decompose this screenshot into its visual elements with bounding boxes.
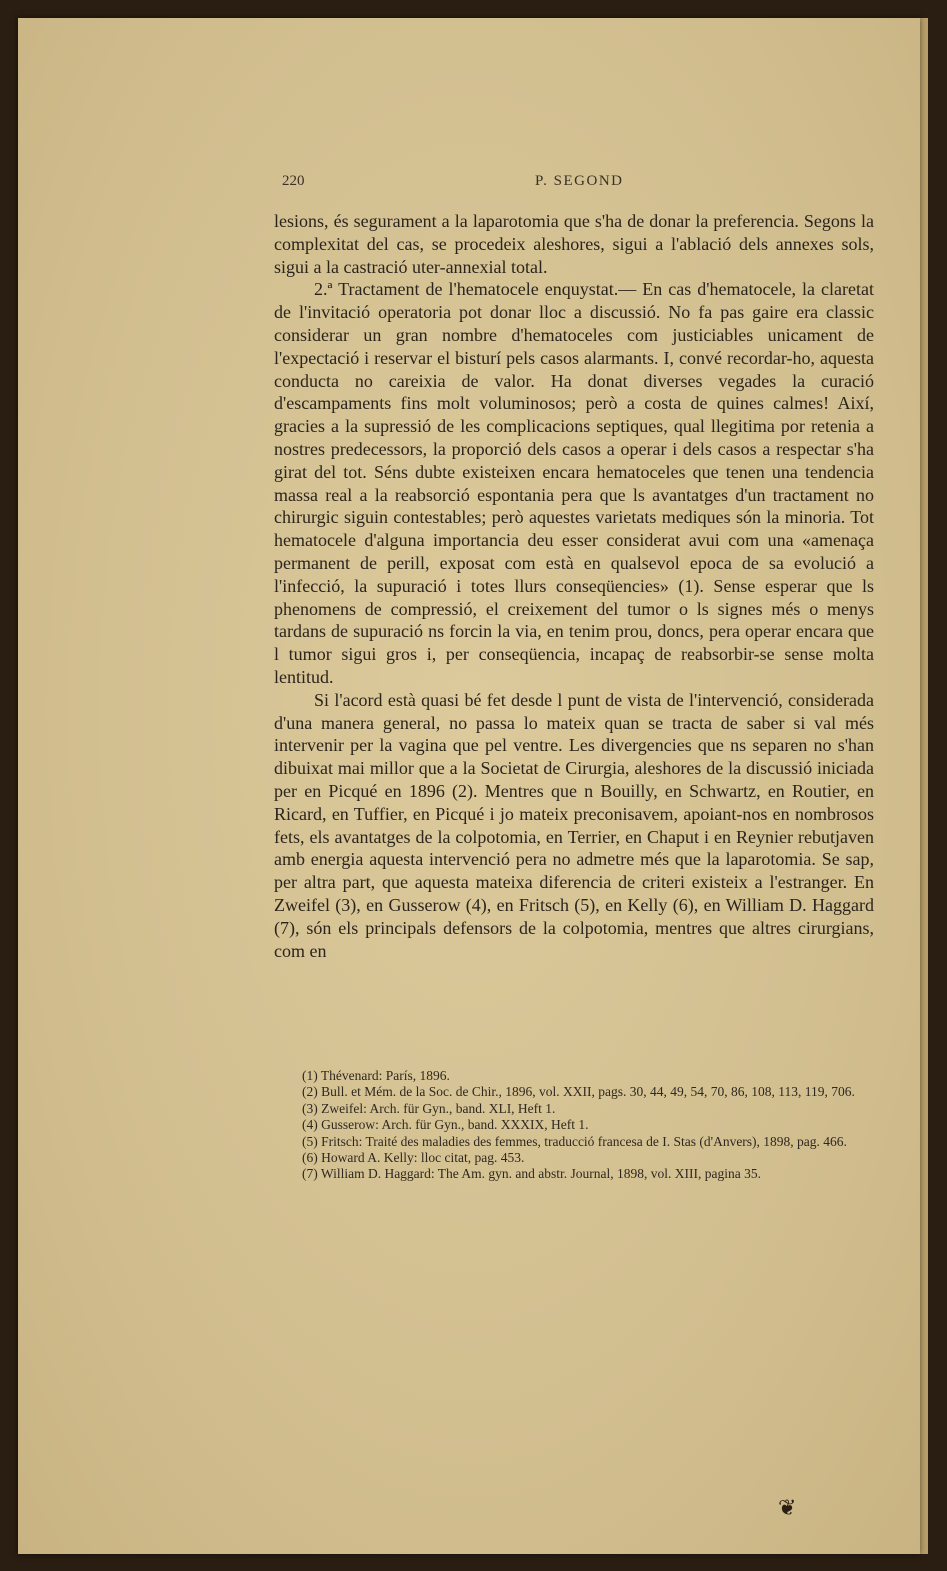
footnote: (6) Howard A. Kelly: lloc citat, pag. 453.	[302, 1150, 525, 1166]
page-edge	[920, 18, 928, 1554]
page-header	[265, 173, 645, 193]
body-text	[274, 210, 874, 962]
paragraph: 2.ª Tractament de l'hematocele enquystat.— En cas d'hematocele, la claretat de l'invitació operatoria pot donar lloc a discussió. No fa pas gaire era classic considerar un gran nombre d'hematoceles com justiciables unicament de l'expectació i reservar el bisturí pels casos alarmants. I, convé recordar-ho, aquesta conducta no careixia de valor. Ha donat diverses vegades la curació d'escampaments fins molt voluminosos; però a costa de quines calmes! Així, gracies a la supressió de les complicacions septiques, qual llegitima por retenia a nostres predecessors, la proporció dels casos a operar i dels casos a respectar s'ha girat del tot. Séns dubte existeixen encara hematoceles que tenen una tendencia massa real a la reabsorció espontania pera que ls avantatges d'un tractament no chirurgic siguin contestables; però aquestes varietats mediques són la minoria. Tot hematocele d'alguna importancia deu esser considerat avui com una «amenaça permanent de perill, exposat com està en qualsevol epoca de sa evolució a l'infecció, la supuració i totes llurs conseqüencies» (1). Sense esperar que ls phenomens de compressió, el creixement del tumor o ls signes més o menys tardans de supuració ns forcin la via, en tenim prou, doncs, pera operar encara que l tumor sigui gros i, per conseqüencia, incapaç de reabsorbir-se sense molta lentitud.	[274, 279, 874, 687]
footnotes	[274, 1068, 874, 1183]
paragraph: lesions, és segurament a la laparotomia que s'ha de donar la preferencia. Segons la complexitat del cas, se procedeix aleshores, sigui a l'ablació dels annexes sols, sigui a la castració uter-annexial total.	[274, 211, 874, 277]
ink-blot-icon: ❦	[778, 1496, 797, 1521]
footnote: (2) Bull. et Mém. de la Soc. de Chir., 1896, vol. XXII, pags. 30, 44, 49, 54, 70, 86, 108, 113, 119, 706.	[302, 1084, 855, 1100]
footnote: (3) Zweifel: Arch. für Gyn., band. XLI, Heft 1.	[302, 1100, 556, 1116]
page-number: 220	[282, 173, 305, 189]
footnote: (7) William D. Haggard: The Am. gyn. and abstr. Journal, 1898, vol. XIII, pagina 35.	[302, 1166, 761, 1182]
footnote: (4) Gusserow: Arch. für Gyn., band. XXXIX, Heft 1.	[302, 1117, 589, 1133]
footnote: (5) Fritsch: Traité des maladies des femmes, traducció francesa de I. Stas (d'Anvers), 1898, pag. 466.	[302, 1133, 847, 1149]
paragraph: Si l'acord està quasi bé fet desde l punt de vista de l'intervenció, considerada d'una manera general, no passa lo mateix quan se tracta de saber si val més intervenir per la vagina que pel ventre. Les divergencies que ns separen no s'han dibuixat mai millor que a la Societat de Cirurgia, aleshores de la discussió iniciada per en Picqué en 1896 (2). Mentres que n Bouilly, en Schwartz, en Routier, en Ricard, en Tuffier, en Picqué i jo mateix preconisavem, apoiant-nos en nombrosos fets, els avantatges de la colpotomia, en Terrier, en Chaput i en Reynier rebutjaven amb energia aquesta intervenció pera no admetre més que la laparotomia. Se sap, per altra part, que aquesta mateixa diferencia de criteri existeix a l'estranger. En Zweifel (3), en Gusserow (4), en Fritsch (5), en Kelly (6), en William D. Haggard (7), són els principals defensors de la colpotomia, mentres que altres cirurgians, com en	[274, 689, 874, 961]
footnote: (1) Thévenard: París, 1896.	[302, 1068, 450, 1083]
running-title: P. SEGOND	[535, 173, 624, 189]
